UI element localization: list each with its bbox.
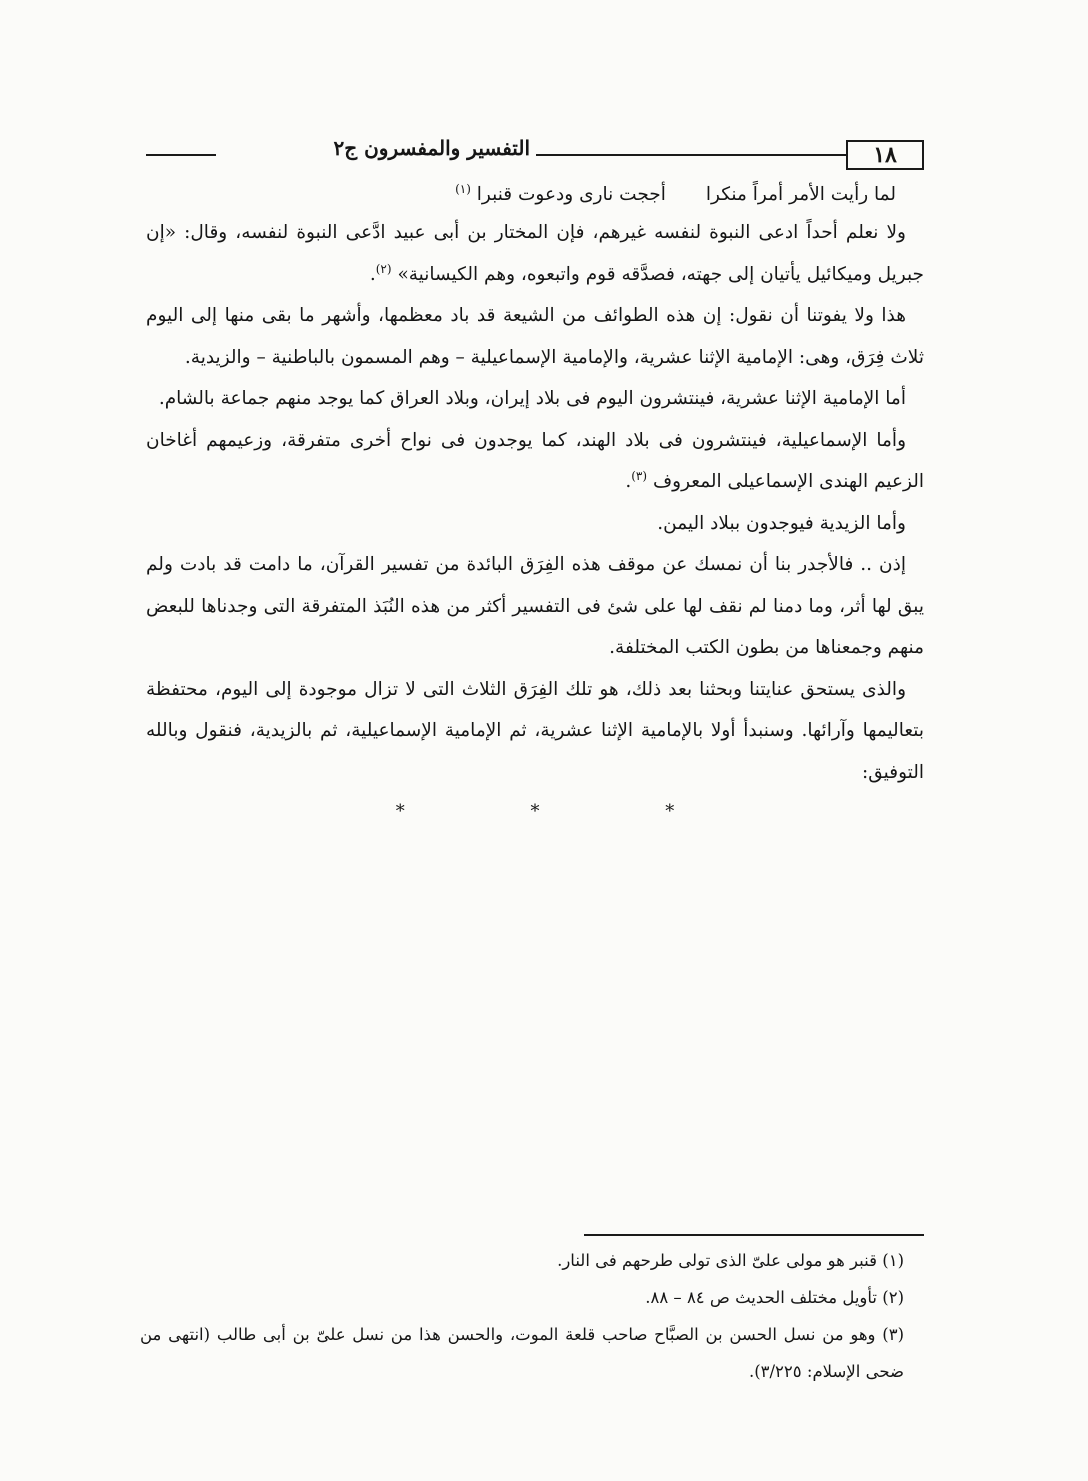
running-header [146,130,924,174]
footnote-2: (٢) تأويل مختلف الحديث ص ٨٤ – ٨٨. [645,1288,904,1307]
footnote-ref-3: (٣) [631,468,648,483]
paragraph-4 [146,420,924,503]
paragraph-4-end: . [625,471,632,492]
section-separator: * * * [395,801,735,822]
paragraph-5: وأما الزيدية فيوجدون ببلاد اليمن. [657,512,906,534]
verse-hemistich-1: لما رأيت الأمر أمراً منكرا [705,184,896,205]
footnote-3: (٣) وهو من نسل الحسن بن الصبَّاح صاحب قلعة الموت، والحسن هذا من نسل علىّ بن أبى طالب (انتهى من ضحى الإسلام: ٣/٢٢٥). [140,1325,904,1381]
paragraph-1-text: ولا نعلم أحداً ادعى النبوة لنفسه غيرهم، فإن المختار بن أبى عبيد ادَّعى النبوة لنفسه، وقال: «إن جبريل وميكائيل يأتيان إلى جهته، فصدَّقه قوم واتبعوه، وهم الكيسانية» [146,222,924,285]
header-rule-middle [536,154,836,156]
paragraph-4-text: وأما الإسماعيلية، فينتشرون فى بلاد الهند، كما يوجدون فى نواح أخرى متفرقة، وزعيمهم أغاخان الزعيم الهندى الإسماعيلى المعروف [146,429,924,492]
page-number: ١٨ [873,142,897,168]
footnotes [140,1242,904,1390]
verse-line [146,178,896,212]
header-rule-right [836,154,846,156]
paragraph-1 [146,212,924,295]
paragraph-6: إذن .. فالأجدر بنا أن نمسك عن موقف هذه الفِرَق البائدة من تفسير القرآن، ما دامت قد بادت ولم يبق لها أثر، وما دمنا لم نقف لها على شئ فى التفسير أكثر من هذه النُبَذ المتفرقة التى وجدناها للبعض منهم وجمعناها من بطون الكتب المختلفة. [146,554,924,658]
header-rule-left [146,154,216,156]
body-text [146,178,924,829]
verse-hemistich-2-text: أججت نارى ودعوت قنبرا [476,184,666,205]
paragraph-7: والذى يستحق عنايتنا وبحثنا بعد ذلك، هو تلك الفِرَق الثلاث التى لا تزال موجودة إلى اليوم، محتفظة بتعاليمها وآرائها. وسنبدأ أولا بالإمامية الإثنا عشرية، ثم الإمامية الإسماعيلية، ثم بالزيدية، فنقول وبالله التوفيق: [146,678,924,783]
paragraph-3: أما الإمامية الإثنا عشرية، فينتشرون اليوم فى بلاد إيران، وبلاد العراق كما يوجد منهم جماعة بالشام. [158,388,906,409]
page-number-box [846,140,924,170]
footnote-rule [584,1234,924,1236]
verse-hemistich-2 [455,178,666,212]
running-title: التفسير والمفسرون ج٢ [333,136,530,160]
footnote-1: (١) قنبر هو مولى علىّ الذى تولى طرحهم فى النار. [557,1251,904,1270]
footnote-ref-1: (١) [455,181,471,196]
paragraph-2: هذا ولا يفوتنا أن نقول: إن هذه الطوائف من الشيعة قد باد معظمها، وأشهر ما بقى منها إلى اليوم ثلاث فِرَق، وهى: الإمامية الإثنا عشرية، والإمامية الإسماعيلية – وهم المسمون بالباطنية – والزيدية. [146,305,924,368]
paragraph-1-end: . [369,263,376,285]
footnote-ref-2: (٢) [375,261,392,276]
